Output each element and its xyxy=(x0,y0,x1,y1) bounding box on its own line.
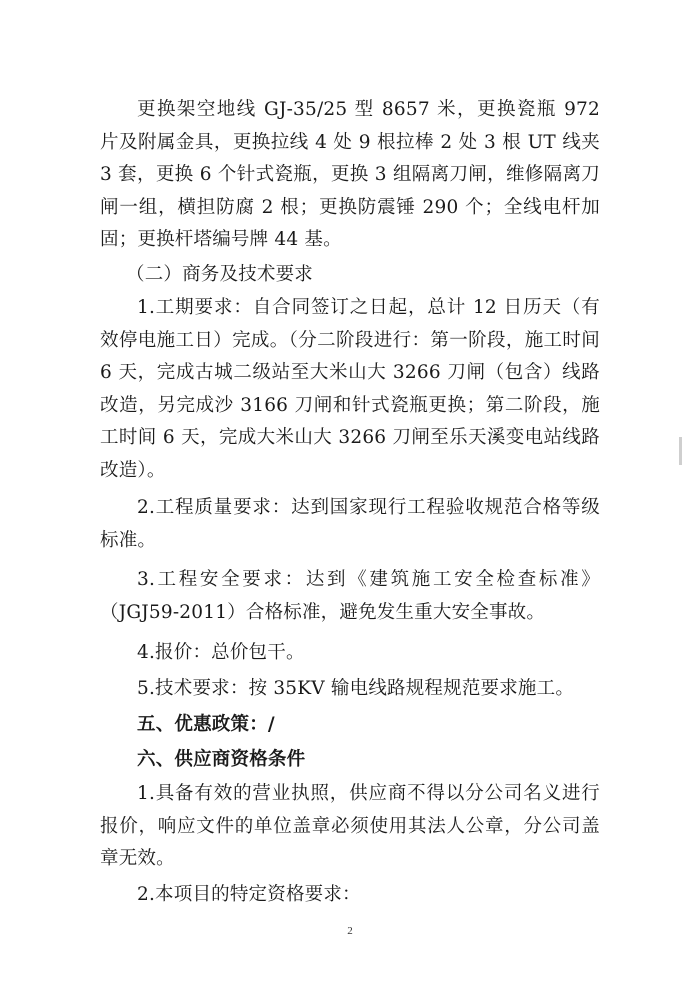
paragraph-technical-requirement: 5.技术要求：按 35KV 输电线路规程规范要求施工。 xyxy=(137,678,575,699)
paragraph-specific-qualifications: 2.本项目的特定资格要求： xyxy=(137,884,361,905)
paragraph-safety-requirement: 3.工程安全要求：达到《建筑施工安全检查标准》（JGJ59-2011）合格标准，避免发生重大安全事故。 xyxy=(100,569,600,623)
paragraph-scope-items: 更换架空地线 GJ-35/25 型 8657 米，更换瓷瓶 972 片及附属金具，更换拉线 4 处 9 根拉棒 2 处 3 根 UT 线夹 3 套，更换 6 个针式瓷瓶，更换 3 组隔离刀闸，维修隔离刀闸一组，横担防腐 2 根；更换防震锤 290 个；全线电杆加固；更换杆塔编号牌 44 基。 xyxy=(100,99,600,250)
paragraph-schedule-requirement: 1.工期要求：自合同签订之日起，总计 12 日历天（有效停电施工日）完成。（分二阶段进行：第一阶段，施工时间 6 天，完成古城二级站至大米山大 3266 刀闸（包含）线路改造，另完成沙 3166 刀闸和针式瓷瓶更换；第二阶段，施工时间 6 天，完成大米山大 3266 刀闸至乐天溪变电站线路改造）。 xyxy=(100,297,600,481)
paragraph-business-license: 1.具备有效的营业执照，供应商不得以分公司名义进行报价，响应文件的单位盖章必须使用其法人公章，分公司盖章无效。 xyxy=(100,783,600,869)
section-heading-discount-policy: 五、优惠政策：/ xyxy=(137,714,275,735)
section-heading-supplier-qualifications: 六、供应商资格条件 xyxy=(137,749,306,770)
page-number: 2 xyxy=(347,925,353,937)
paragraph-quotation: 4.报价：总价包干。 xyxy=(137,642,305,663)
section-heading-business-technical: （二）商务及技术要求 xyxy=(126,264,314,285)
scan-edge-mark xyxy=(679,437,682,465)
paragraph-quality-requirement: 2.工程质量要求：达到国家现行工程验收规范合格等级标准。 xyxy=(100,497,600,551)
